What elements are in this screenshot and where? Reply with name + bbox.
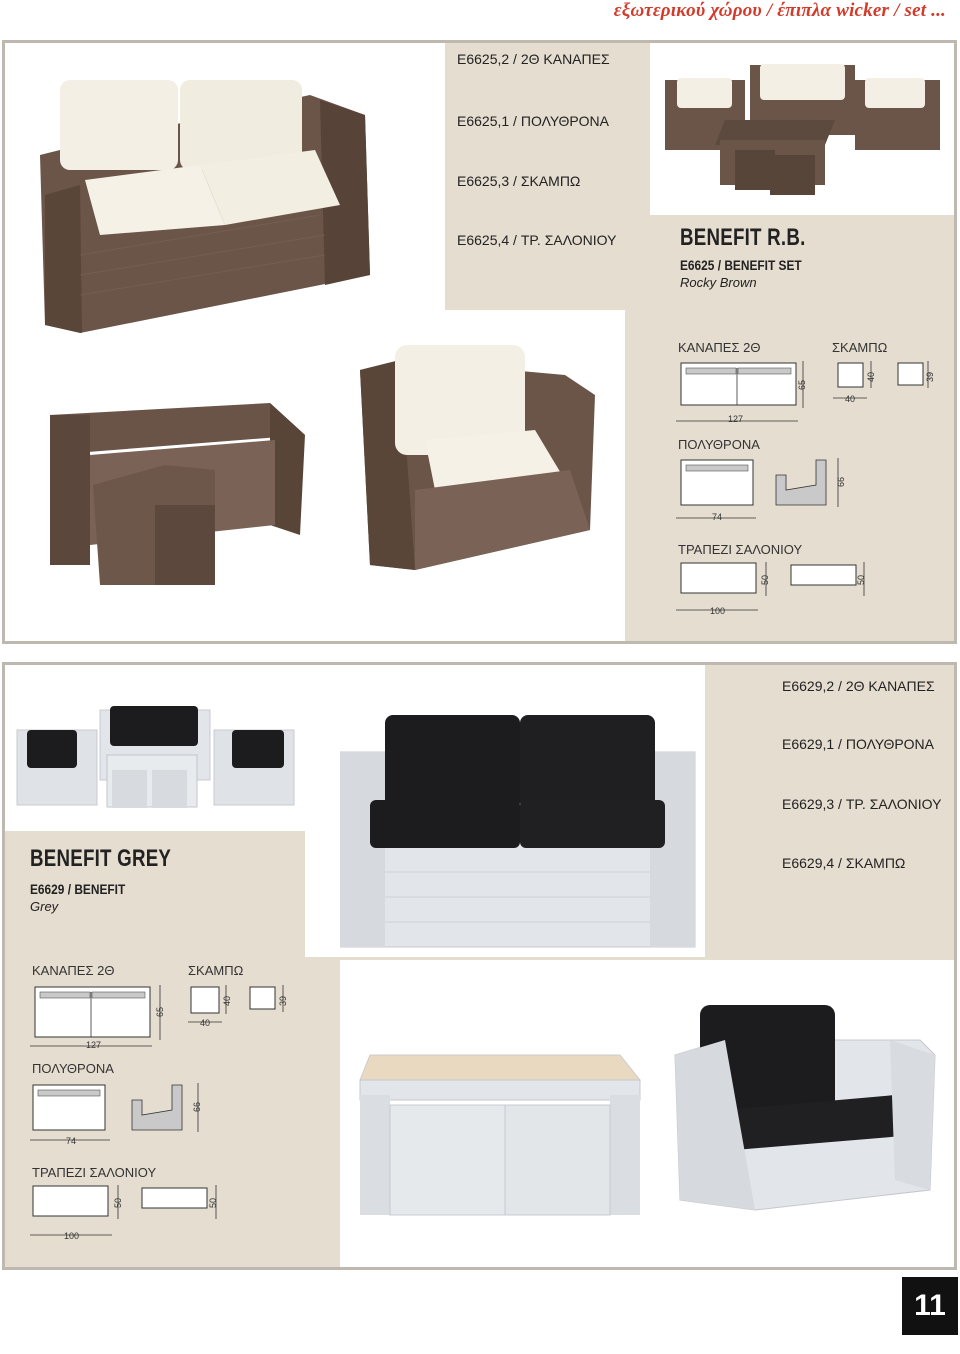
section2-color: Grey: [30, 899, 59, 914]
section1-color: Rocky Brown: [680, 275, 757, 290]
code-line: E6625,3 / ΣΚΑΜΠΩ: [457, 173, 581, 189]
code-line: E6625,1 / ΠΟΛΥΘΡΟΝΑ: [457, 113, 610, 129]
dim-armchair-height: 66: [836, 476, 847, 488]
label-sofa: ΚΑΝΑΠΕΣ 2Θ: [678, 340, 761, 355]
dim-stool-height: 40: [222, 995, 233, 1007]
dim-stool-width: 40: [200, 1018, 211, 1028]
brown-table-image: [45, 395, 310, 590]
dim-stool-width: 40: [845, 394, 856, 404]
code-line: E6629,3 / ΤΡ. ΣΑΛΟΝΙΟΥ: [782, 796, 942, 812]
page-header: εξωτερικού χώρου / έπιπλα wicker / set ...: [613, 0, 946, 21]
dim-table-height: 50: [113, 1197, 124, 1209]
label-stool: ΣΚΑΜΠΩ: [188, 963, 244, 978]
grey-armchair-image: [665, 1000, 950, 1220]
sofa-schematic: [676, 358, 816, 428]
armchair-schematic: [30, 1080, 210, 1150]
dim-stool-height2: 39: [925, 371, 936, 383]
code-line: E6625,2 / 2Θ ΚΑΝΑΠΕΣ: [457, 51, 610, 67]
dim-table-height2: 50: [856, 574, 867, 586]
dim-sofa-width: 127: [728, 414, 744, 424]
grey-set-small-image: [12, 700, 302, 812]
label-table: ΤΡΑΠΕΖΙ ΣΑΛΟΝΙΟΥ: [32, 1165, 157, 1180]
page-number: 11: [902, 1277, 958, 1335]
code-line: E6625,4 / ΤΡ. ΣΑΛΟΝΙΟΥ: [457, 232, 617, 248]
section2-subtitle: E6629 / BENEFIT: [30, 881, 126, 897]
code-line: E6629,1 / ΠΟΛΥΘΡΟΝΑ: [782, 736, 935, 752]
dim-table-width: 100: [710, 606, 726, 616]
section2-title: BENEFIT GREY: [30, 845, 172, 872]
code-line: E6629,4 / ΣΚΑΜΠΩ: [782, 855, 906, 871]
dim-armchair-height: 66: [192, 1101, 203, 1113]
dim-table-height: 50: [760, 574, 771, 586]
brown-armchair-image: [355, 340, 605, 575]
dim-sofa-height: 65: [155, 1006, 166, 1018]
label-armchair: ΠΟΛΥΘΡΟΝΑ: [32, 1061, 114, 1076]
brown-sofa-image: [20, 75, 380, 340]
table-schematic: [30, 1183, 225, 1243]
section1-subtitle: E6625 / BENEFIT SET: [680, 257, 802, 273]
label-armchair: ΠΟΛΥΘΡΟΝΑ: [678, 437, 760, 452]
grey-table-image: [355, 1050, 655, 1220]
grey-sofa-image: [340, 712, 700, 957]
armchair-schematic: [676, 455, 846, 525]
dim-armchair-width: 74: [712, 512, 723, 522]
brown-set-small-image: [655, 60, 950, 200]
table-schematic: [676, 560, 871, 620]
label-stool: ΣΚΑΜΠΩ: [832, 340, 888, 355]
dim-table-height2: 50: [208, 1197, 219, 1209]
dim-sofa-height: 65: [797, 379, 808, 391]
dim-armchair-width: 74: [66, 1136, 77, 1146]
label-table: ΤΡΑΠΕΖΙ ΣΑΛΟΝΙΟΥ: [678, 542, 803, 557]
code-line: E6629,2 / 2Θ ΚΑΝΑΠΕΣ: [782, 678, 935, 694]
label-sofa: ΚΑΝΑΠΕΣ 2Θ: [32, 963, 115, 978]
dim-sofa-width: 127: [86, 1040, 102, 1050]
section1-title: BENEFIT R.B.: [680, 224, 806, 251]
dim-stool-height: 40: [866, 371, 877, 383]
dim-stool-height2: 39: [278, 995, 289, 1007]
dim-table-width: 100: [64, 1231, 80, 1241]
